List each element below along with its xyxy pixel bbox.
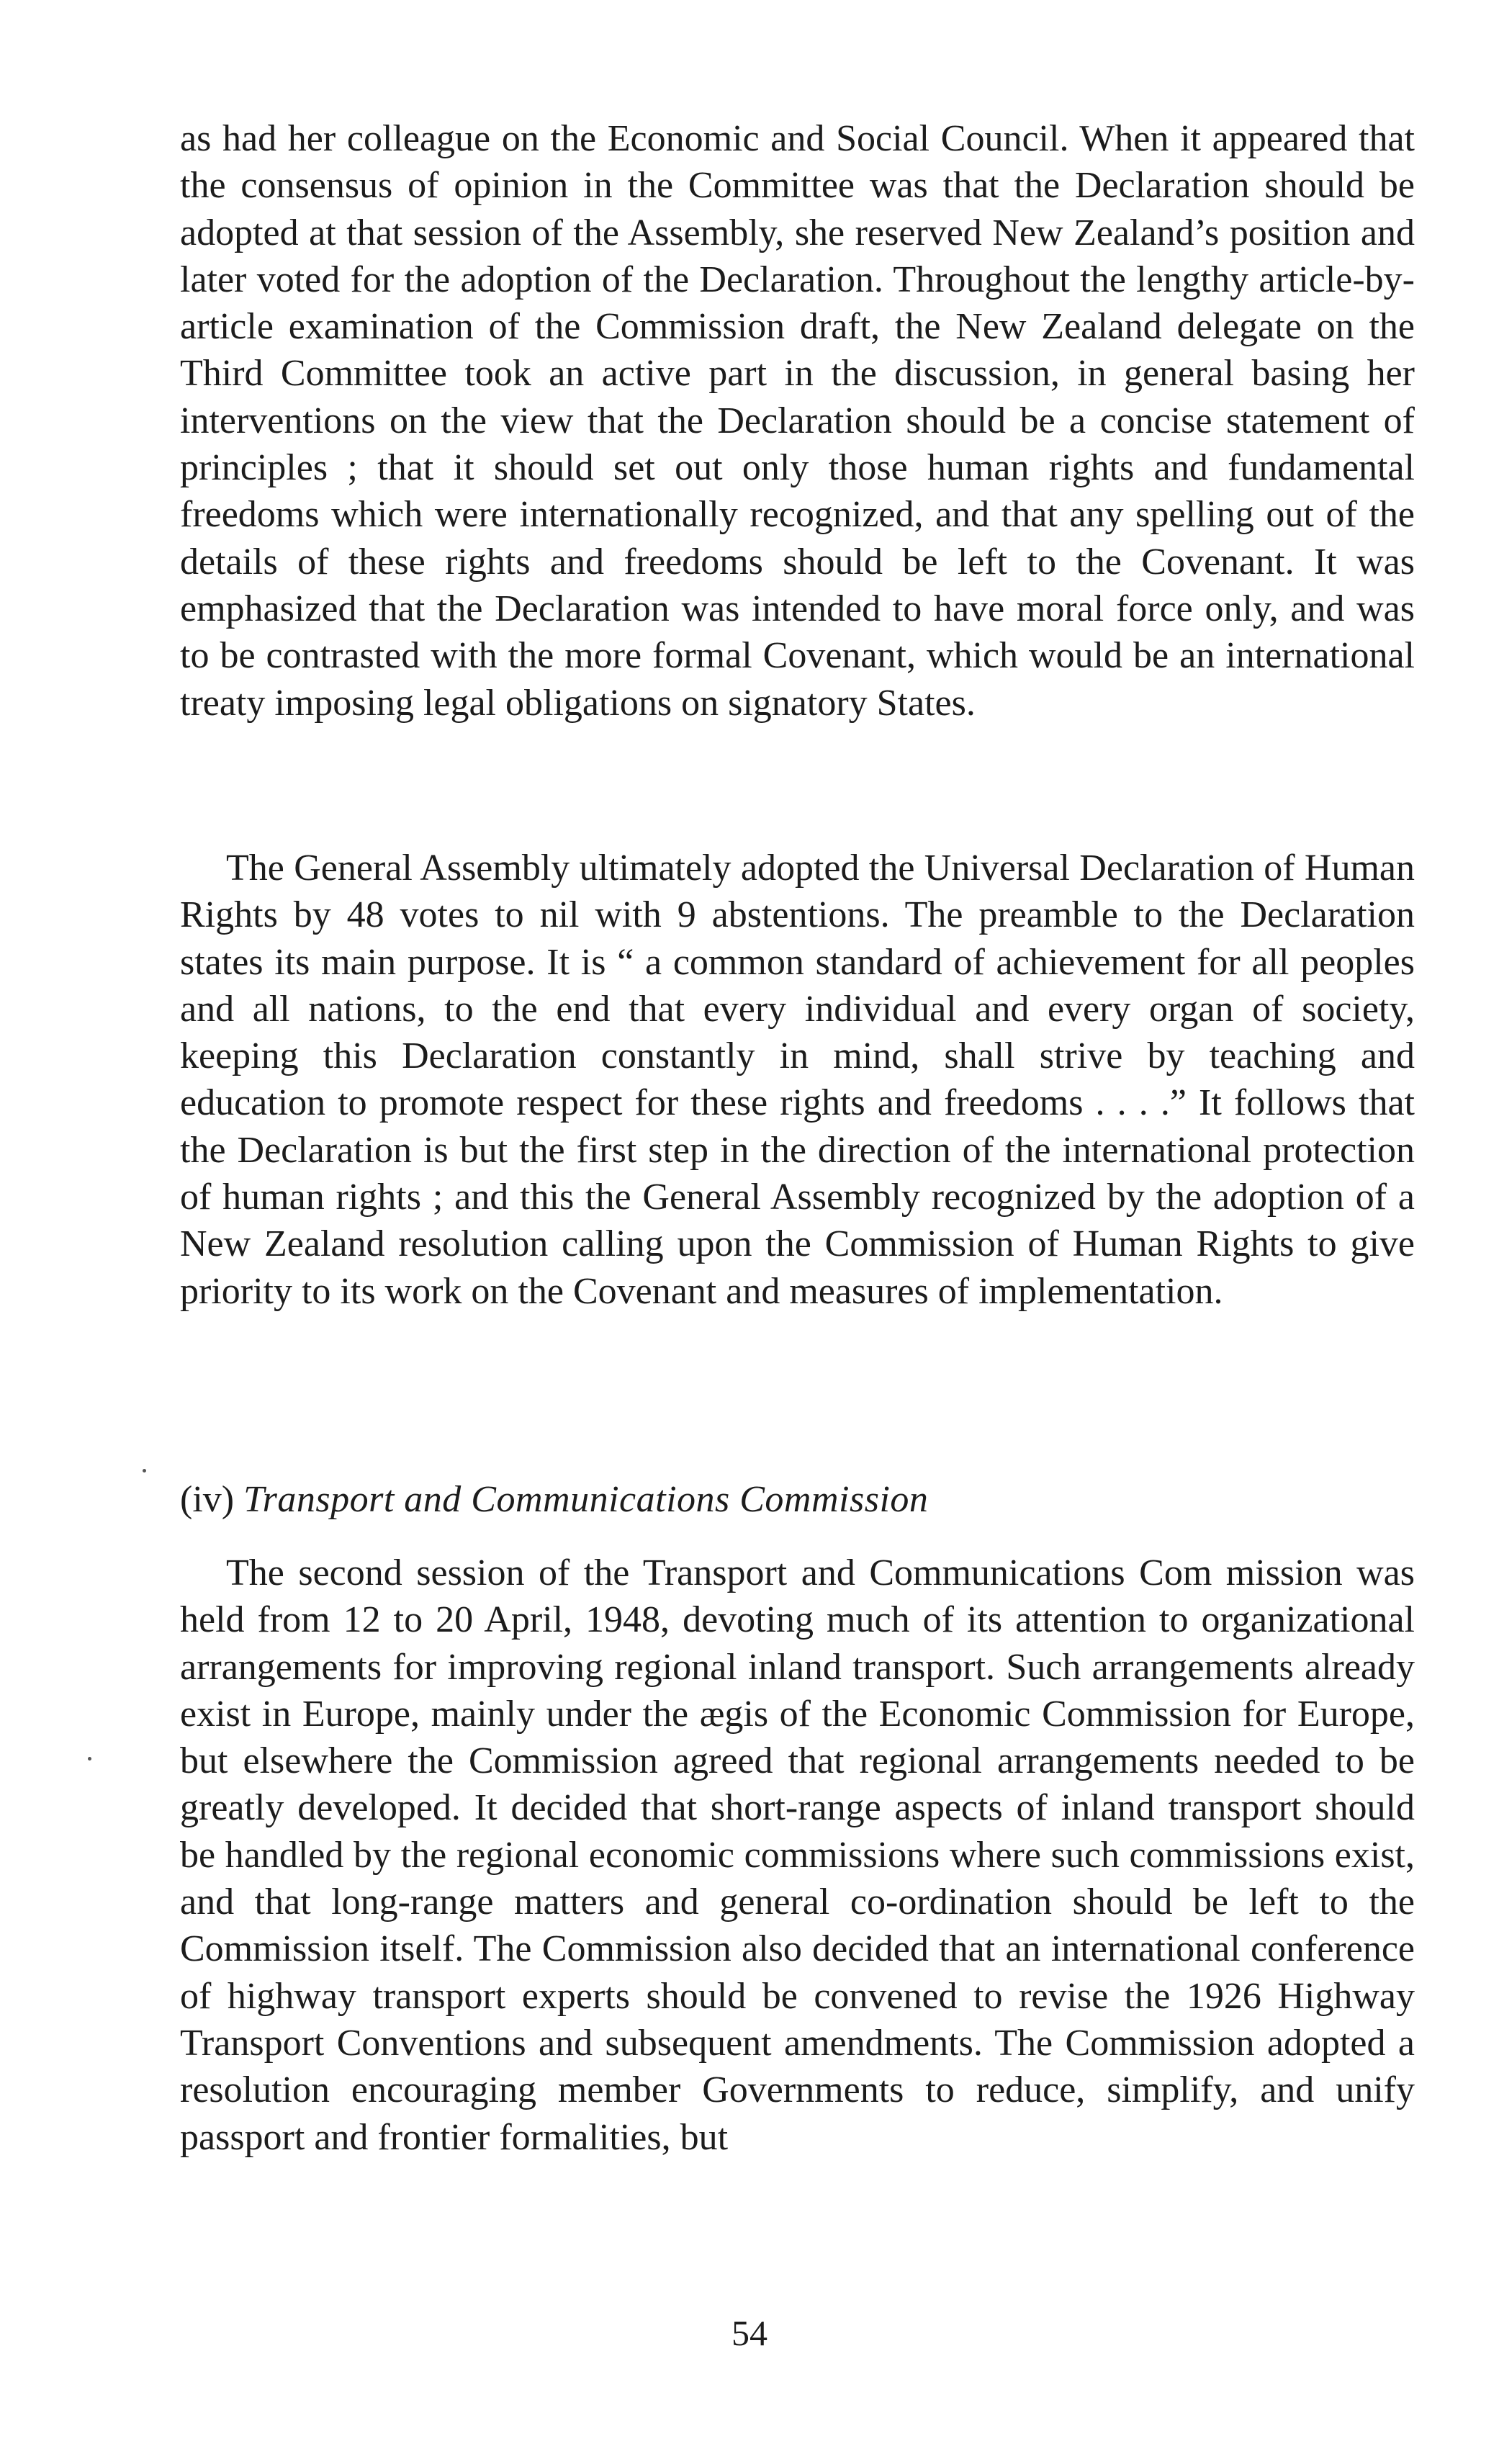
page-number: 54 bbox=[732, 2313, 767, 2353]
paragraph-declaration-committee: as had her colleague on the Economic and Social Council. When it appeared that the consensus of opinion in the Committee was that the Declaration should be adopted at that session of the Assembly, she reserved New Zealand’s position and later voted for the adoption of the Declaration. Throughout the lengthy article-by-article examination of the Commission draft, the New Zealand delegate on the Third Committee took an active part in the discussion, in general basing her interventions on the view that the Declaration should be a concise statement of principles ; that it should set out only those human rights and fundamental freedoms which were internationally recognized, and that any spelling out of the details of these rights and freedoms should be left to the Covenant. It was emphasized that the Declaration was intended to have moral force only, and was to be contrasted with the more formal Covenant, which would be an international treaty imposing legal obligations on signatory States. bbox=[180, 118, 1415, 724]
margin-dot bbox=[88, 1757, 91, 1761]
section-title: Transport and Communications Commission bbox=[243, 1479, 929, 1520]
paragraph-universal-declaration: The General Assembly ultimately adopted the Universal Declaration of Human Rights by 48 votes to nil with 9 abstentions. The preamble to the Declaration states its main purpose. It is “ a common standard of achievement for all peoples and all nations, to the end that every individual and every organ of society, keeping this Declaration constantly in mind, shall strive by teaching and education to promote respect for these rights and freedoms . . . .” It follows that the Declaration is but the first step in the direction of the international protection of human rights ; and this the General Assembly recognized by the adoption of a New Zealand resolution calling upon the Commission of Human Rights to give priority to its work on the Covenant and measures of implementation. bbox=[180, 847, 1415, 1312]
margin-dot bbox=[143, 1469, 146, 1472]
paragraph-transport-commission: The second session of the Transport and Communications Com mission was held from 12 to 20 April, 1948, devoting much of its attention to organizational arrangements for improving regional inland transport. Such arrangements already exist in Europe, mainly under the ægis of the Economic Commission for Europe, but elsewhere the Commission agreed that regional arrangements needed to be greatly developed. It decided that short-range aspects of inland transport should be handled by the regional economic commissions where such commissions exist, and that long-range matters and general co-ordination should be left to the Commission itself. The Commission also decided that an international conference of highway transport experts should be convened to revise the 1926 Highway Transport Conventions and subsequent amendments. The Commission adopted a resolution encouraging member Governments to reduce, simplify, and unify passport and frontier formalities, but bbox=[180, 1552, 1415, 2158]
section-number: (iv) bbox=[180, 1479, 235, 1520]
section-heading bbox=[180, 1476, 928, 1523]
